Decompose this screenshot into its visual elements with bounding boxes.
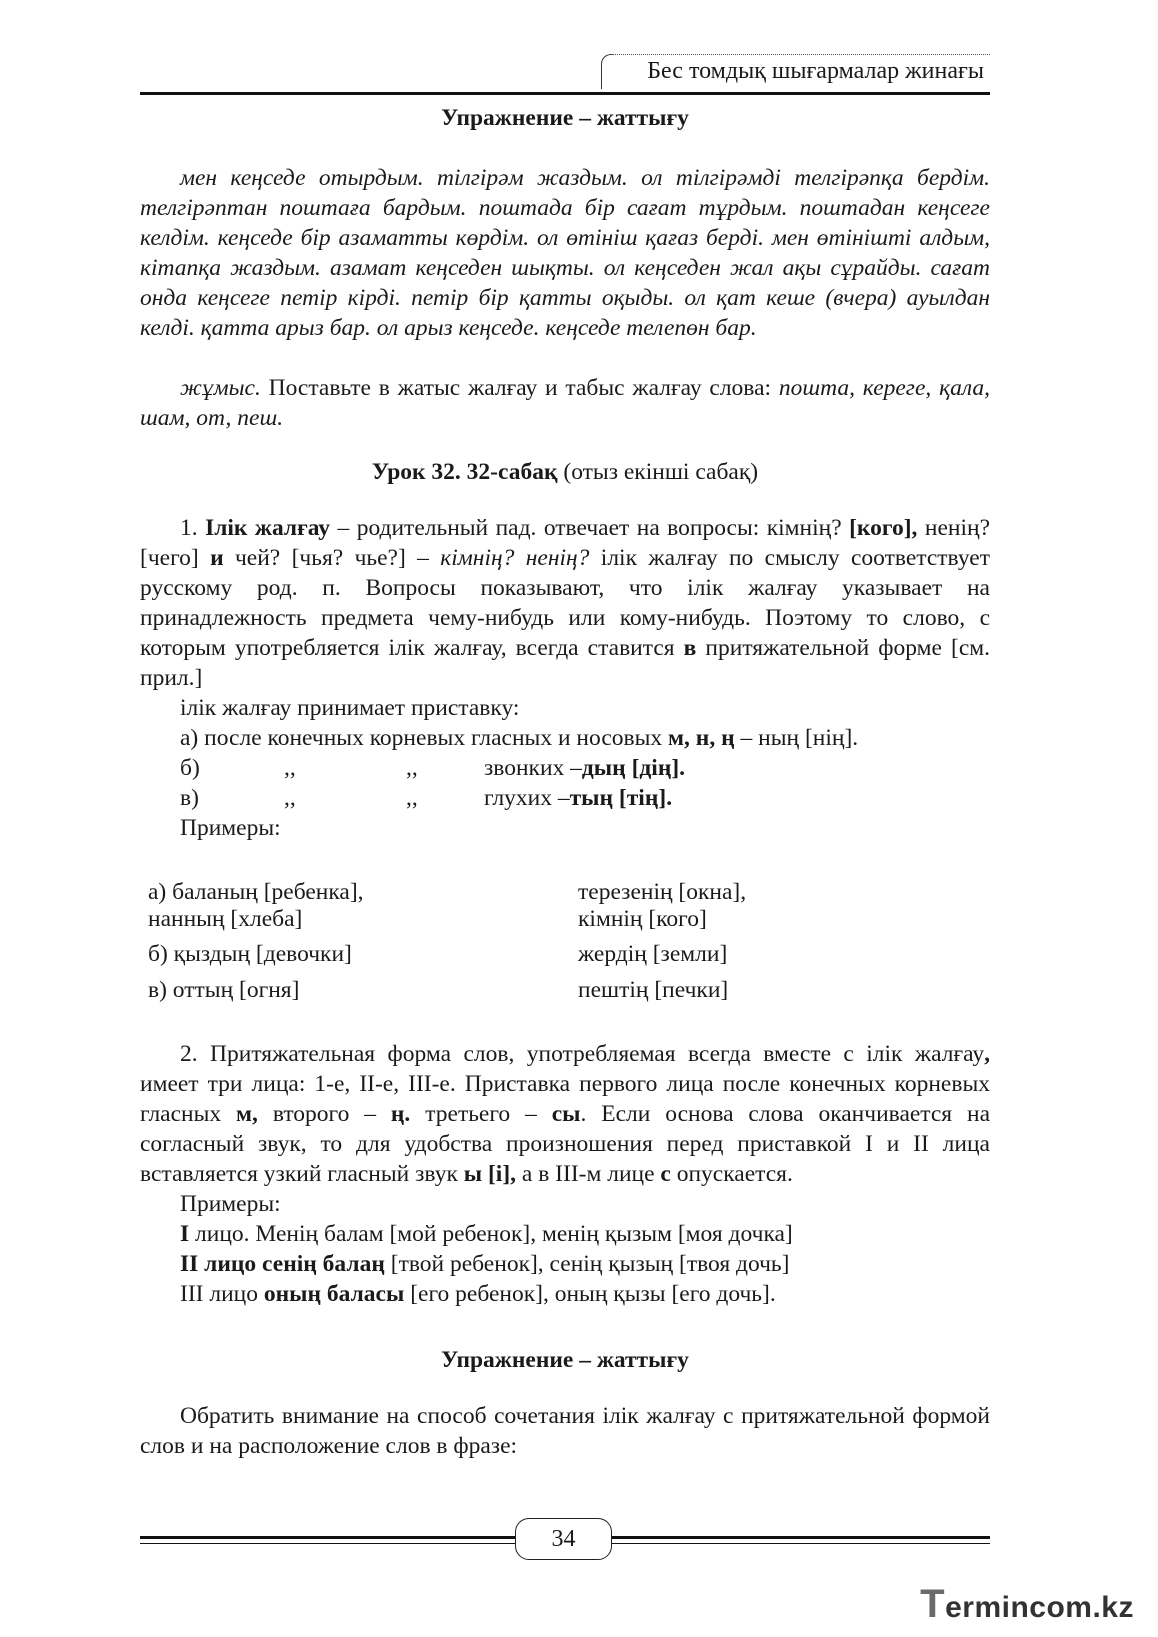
- exercise-text: мен кеңседе отырдым. тілгірәм жаздым. ол тілгірәмді телгірәпқа бердім. телгірәптан поштаға бардым. поштада бір сағат тұрдым. поштадан кеңсеге келдім. кеңседе бір азаматты көрдім. ол өтініш қағаз берді. мен өтінішті алдым, кітапқа жаздым. азамат кеңседен шықты. ол кеңседен жал ақы сұрайды. сағат онда кеңсеге петір кірді. петір бір қатты оқыды. ол қат кеше (вчера) ауылдан келді. қатта арыз бар. ол арыз кеңседе. кеңседе телепөн бар.: [140, 165, 990, 341]
- example-cell: в) оттың [огня]: [148, 977, 300, 1003]
- example-cell: жердің [земли]: [578, 941, 728, 967]
- section-1-paragraph: 1. Ілік жалғау – родительный пад. отвечает на вопросы: кімнің? [кого], ненің? [чего] и чей? [чья? чье?] – кімнің? ненің? ілік жалғау по смыслу соответствует русскому род. п. Вопросы показывают, что ілік жалғау указывает на принадлежность предмета чему-нибудь или кому-нибудь. Поэтому то слово, с которым употребляется ілік жалғау, всегда ставится в притяжательной форме [см. прил.]: [140, 515, 990, 691]
- person-example-3: III лицо оның баласы [его ребенок], оның қызы [его дочь].: [180, 1281, 776, 1307]
- exercise-instruction: Обратить внимание на способ сочетания ілік жалғау с притяжательной формой слов и на расположение слов в фразе:: [140, 1403, 990, 1459]
- exercise-heading: Упражнение – жаттығу: [441, 1347, 689, 1373]
- page-footer: [140, 1518, 990, 1578]
- header-dotted-line: [612, 54, 990, 55]
- site-watermark: Termincom.kz: [920, 1582, 1134, 1626]
- prefix-rule-a: а) после конечных корневых гласных и носовых м, н, ң – ның [нің].: [180, 725, 859, 751]
- prefix-rule-b: б) ,, ,, звонких –дың [дің].: [180, 755, 686, 781]
- person-example-2: II лицо сенің балаң [твой ребенок], сенің қызың [твоя дочь]: [180, 1251, 790, 1277]
- footer-rule-right-thin: [610, 1543, 990, 1544]
- page-number: 34: [515, 1518, 612, 1560]
- prefix-intro: ілік жалғау принимает приставку:: [180, 695, 520, 721]
- examples-table: [148, 879, 990, 1005]
- prefix-rule-v: в) ,, ,, глухих –тың [тің].: [180, 785, 673, 811]
- header-ornament: [601, 54, 612, 89]
- exercise-heading: Упражнение – жаттығу: [441, 105, 689, 131]
- example-cell: а) баланың [ребенка], нанның [хлеба]: [148, 879, 364, 932]
- page-header: [140, 52, 990, 96]
- examples-label: Примеры:: [180, 1191, 281, 1217]
- footer-rule-right: [610, 1536, 990, 1539]
- footer-rule-left-thin: [140, 1543, 515, 1544]
- example-cell: б) қыздың [девочки]: [148, 941, 352, 967]
- lesson-title: Урок 32. 32-сабақ (отыз екінші сабақ): [371, 459, 759, 485]
- example-cell: пештің [печки]: [578, 977, 729, 1003]
- footer-rule-left: [140, 1536, 515, 1539]
- exercise-task: жұмыс. Поставьте в жатыс жалғау и табыс жалғау слова: пошта, кереге, қала, шам, от, пеш.: [140, 375, 990, 431]
- person-example-1: I лицо. Менің балам [мой ребенок], менің қызым [моя дочка]: [180, 1221, 793, 1247]
- header-rule: [140, 92, 990, 95]
- example-cell: терезенің [окна], кімнің [кого]: [578, 879, 747, 932]
- page-body: [140, 100, 990, 1461]
- section-2-paragraph: 2. Притяжательная форма слов, употребляемая всегда вместе с ілік жалғау, имеет три лица: 1-е, II-е, III-е. Приставка первого лица после конечных корневых гласных м, второго – ң. третьего – сы. Если основа слова оканчивается на согласный звук, то для удобства произношения перед приставкой I и II лица вставляется узкий гласный звук ы [і], а в III-м лице с опускается.: [140, 1041, 990, 1187]
- book-title: Бес томдық шығармалар жинағы: [647, 58, 984, 84]
- examples-label: Примеры:: [180, 815, 281, 841]
